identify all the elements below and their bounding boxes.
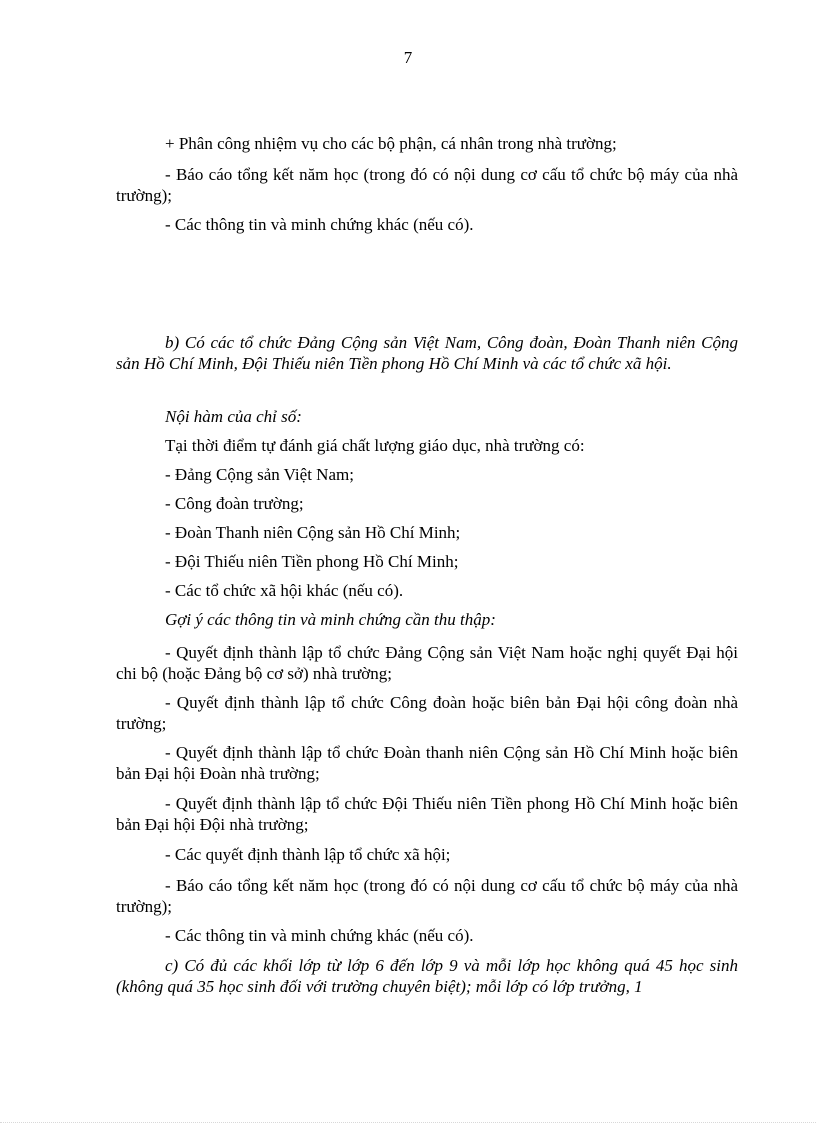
evidence-label: Gợi ý các thông tin và minh chứng cần thu thập:	[165, 610, 496, 629]
evidence-item-social-orgs: - Các quyết định thành lập tổ chức xã hội;	[165, 845, 451, 864]
evidence-item-other: - Các thông tin và minh chứng khác (nếu có).	[165, 926, 474, 945]
evidence-item-party: - Quyết định thành lập tổ chức Đảng Cộng sản Việt Nam hoặc nghị quyết Đại hội chi bộ (hoặc Đảng bộ cơ sở) nhà trường;	[116, 643, 738, 683]
content-item-pioneers: - Đội Thiếu niên Tiền phong Hồ Chí Minh;	[165, 552, 459, 571]
criterion-c-heading: c) Có đủ các khối lớp từ lớp 6 đến lớp 9 và mỗi lớp học không quá 45 học sinh (không quá 35 học sinh đối với trường chuyên biệt); mỗi lớp có lớp trưởng, 1	[116, 956, 738, 996]
content-item-social-orgs: - Các tổ chức xã hội khác (nếu có).	[165, 581, 404, 600]
evidence-item-pioneers: - Quyết định thành lập tổ chức Đội Thiếu niên Tiền phong Hồ Chí Minh hoặc biên bản Đại hội Đội nhà trường;	[116, 794, 738, 834]
top-item-other-evidence: - Các thông tin và minh chứng khác (nếu có).	[165, 215, 474, 234]
evidence-item-annual-report: - Báo cáo tổng kết năm học (trong đó có nội dung cơ cấu tổ chức bộ máy của nhà trường);	[116, 876, 738, 916]
evidence-item-youth-union: - Quyết định thành lập tổ chức Đoàn thanh niên Cộng sản Hồ Chí Minh hoặc biên bản Đại hội Đoàn nhà trường;	[116, 743, 738, 783]
page-number: 7	[403, 48, 413, 67]
criterion-b-heading: b) Có các tổ chức Đảng Cộng sản Việt Nam, Công đoàn, Đoàn Thanh niên Cộng sản Hồ Chí Minh, Đội Thiếu niên Tiền phong Hồ Chí Minh và các tổ chức xã hội.	[116, 333, 738, 373]
content-item-party: - Đảng Cộng sản Việt Nam;	[165, 465, 354, 484]
content-item-union: - Công đoàn trường;	[165, 494, 304, 513]
top-item-assignment: + Phân công nhiệm vụ cho các bộ phận, cá nhân trong nhà trường;	[165, 134, 617, 153]
content-item-youth-union: - Đoàn Thanh niên Cộng sản Hồ Chí Minh;	[165, 523, 461, 542]
content-intro: Tại thời điểm tự đánh giá chất lượng giáo dục, nhà trường có:	[165, 436, 585, 455]
content-label: Nội hàm của chỉ số:	[165, 407, 302, 426]
top-item-annual-report: - Báo cáo tổng kết năm học (trong đó có nội dung cơ cấu tổ chức bộ máy của nhà trường);	[116, 165, 738, 205]
evidence-item-union: - Quyết định thành lập tổ chức Công đoàn hoặc biên bản Đại hội công đoàn nhà trường;	[116, 693, 738, 733]
